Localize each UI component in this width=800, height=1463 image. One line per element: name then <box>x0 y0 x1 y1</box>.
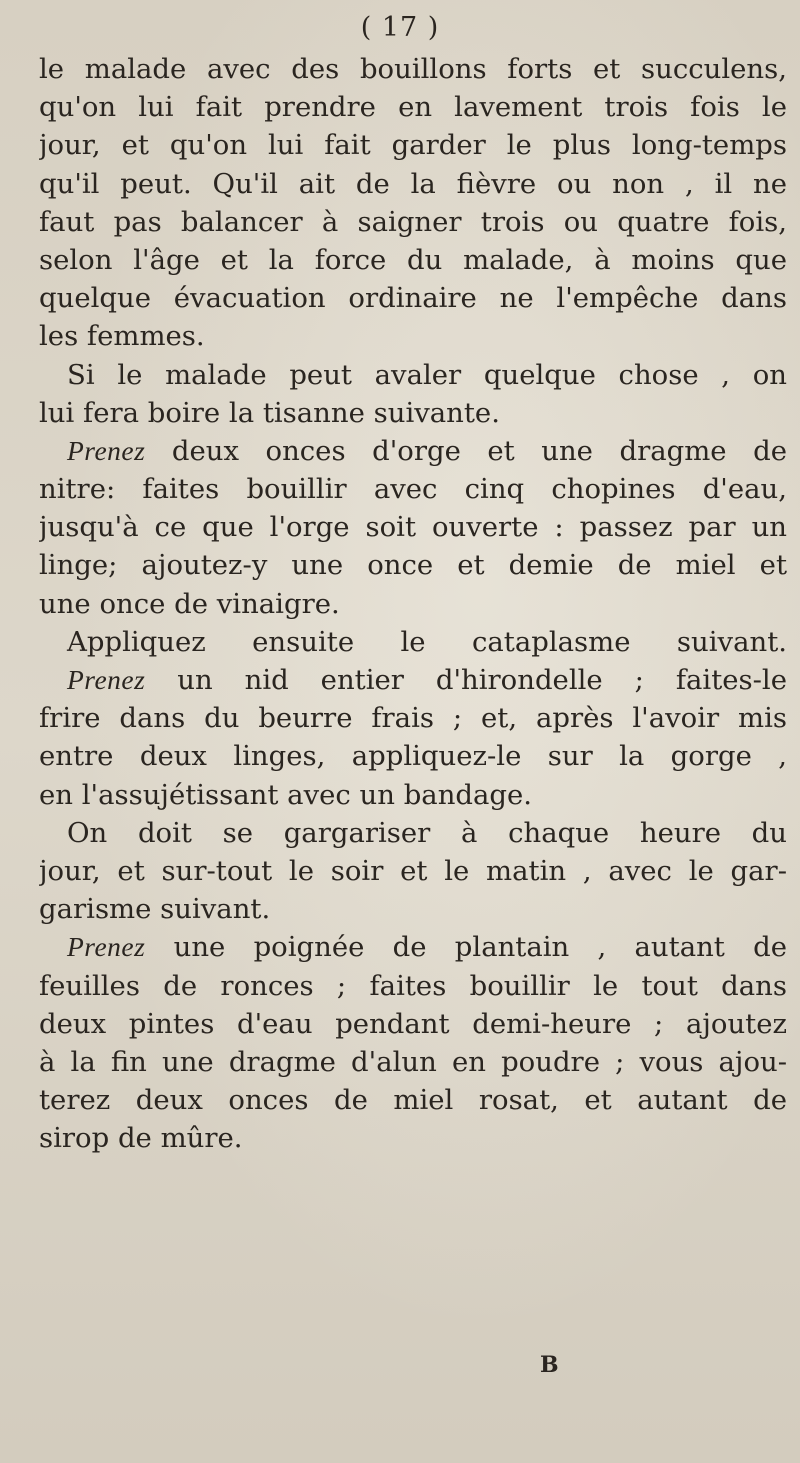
text-line: nitre: faites bouillir avec cinq chopines d'eau, <box>39 473 787 506</box>
text-line: Si le malade peut avaler quelque chose , on <box>67 358 787 391</box>
text-line: qu'il peut. Qu'il ait de la fièvre ou non , il ne <box>39 167 787 200</box>
text-line: Appliquez ensuite le cataplasme suivant. <box>67 625 787 658</box>
recipe-lead: Prenez <box>67 664 146 695</box>
body-text <box>39 50 787 1157</box>
text-line: en l'assujétissant avec un bandage. <box>39 778 533 811</box>
text-line: quelque évacuation ordinaire ne l'empêche dans <box>39 282 787 315</box>
text-line: faut pas balancer à saigner trois ou quatre fois, <box>39 205 787 238</box>
text-line: les femmes. <box>39 320 205 353</box>
text-line: entre deux linges, appliquez-le sur la gorge , <box>39 740 787 773</box>
signature-mark: B <box>540 1352 559 1378</box>
text-line: jour, et qu'on lui fait garder le plus long-temps <box>39 129 787 162</box>
text-line: lui fera boire la tisanne suivante. <box>39 396 500 429</box>
recipe-text: deux onces d'orge et une dragme de <box>145 434 787 467</box>
text-line: une once de vinaigre. <box>39 587 340 620</box>
text-line: jusqu'à ce que l'orge soit ouverte : passez par un <box>39 511 787 544</box>
text-line: sirop de mûre. <box>39 1122 243 1155</box>
text-line: feuilles de ronces ; faites bouillir le tout dans <box>39 969 787 1002</box>
text-line: frire dans du beurre frais ; et, après l'avoir mis <box>39 702 787 735</box>
page-number: ( 17 ) <box>360 12 440 43</box>
text-line: garisme suivant. <box>39 893 271 926</box>
text-line: à la fin une dragme d'alun en poudre ; vous ajou- <box>39 1045 787 1078</box>
text-line: On doit se gargariser à chaque heure du <box>67 816 787 849</box>
recipe-text: un nid entier d'hirondelle ; faites-le <box>145 664 787 696</box>
text-line-recipe <box>39 928 787 966</box>
text-line: terez deux onces de miel rosat, et autant de <box>39 1084 787 1117</box>
recipe-lead: Prenez <box>67 931 146 963</box>
text-line: qu'on lui fait prendre en lavement trois fois le <box>39 91 787 124</box>
text-line: linge; ajoutez-y une once et demie de miel et <box>39 549 787 582</box>
text-line: selon l'âge et la force du malade, à moins que <box>39 243 787 276</box>
text-line-recipe <box>39 432 787 470</box>
text-line: jour, et sur-tout le soir et le matin , avec le gar- <box>39 854 787 887</box>
text-line-recipe <box>39 661 787 699</box>
text-line: deux pintes d'eau pendant demi-heure ; ajoutez <box>39 1007 787 1040</box>
recipe-text: une poignée de plantain , autant de <box>145 931 787 964</box>
recipe-lead: Prenez <box>67 434 146 466</box>
text-line: le malade avec des bouillons forts et succulens, <box>39 53 787 85</box>
